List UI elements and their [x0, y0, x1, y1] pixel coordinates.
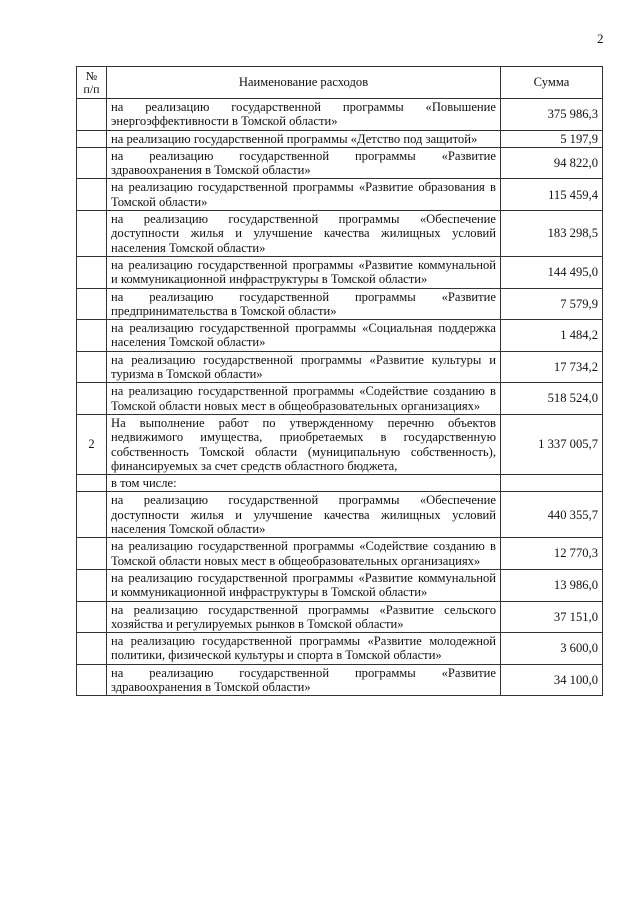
row-name: на реализацию государственной программы «Развитие коммунальной и коммуникационной инфраструктуры в Томской области» [107, 256, 501, 288]
row-num [77, 130, 107, 147]
row-name: на реализацию государственной программы «Повышение энергоэффективности в Томской области» [107, 99, 501, 131]
table-header-row [77, 67, 603, 99]
row-sum: 115 459,4 [501, 179, 603, 211]
row-name: на реализацию государственной программы «Детство под защитой» [107, 130, 501, 147]
table-row [77, 179, 603, 211]
row-num [77, 601, 107, 633]
row-sum: 375 986,3 [501, 99, 603, 131]
row-sum: 1 484,2 [501, 320, 603, 352]
row-num [77, 211, 107, 257]
row-name: на реализацию государственной программы «Развитие сельского хозяйства и регулируемых рынков в Томской области» [107, 601, 501, 633]
row-name: На выполнение работ по утвержденному перечню объектов недвижимого имущества, приобретаемых в государственную собственность Томской области (муниципальную собственность), финансируемых за счет средств областного бюджета, [107, 414, 501, 474]
row-num [77, 383, 107, 415]
row-name: на реализацию государственной программы «Обеспечение доступности жилья и улучшение качества жилищных условий населения Томской области» [107, 492, 501, 538]
row-sum: 7 579,9 [501, 288, 603, 320]
row-name: на реализацию государственной программы «Обеспечение доступности жилья и улучшение качества жилищных условий населения Томской области» [107, 211, 501, 257]
row-sum: 144 495,0 [501, 256, 603, 288]
table-row [77, 320, 603, 352]
table-body [77, 99, 603, 696]
row-num [77, 492, 107, 538]
row-name: на реализацию государственной программы «Развитие молодежной политики, физической культуры и спорта в Томской области» [107, 633, 501, 665]
table-row [77, 475, 603, 492]
row-name: на реализацию государственной программы «Развитие культуры и туризма в Томской области» [107, 351, 501, 383]
row-num [77, 569, 107, 601]
row-name: на реализацию государственной программы «Развитие предпринимательства в Томской области» [107, 288, 501, 320]
table-row [77, 383, 603, 415]
row-name: в том числе: [107, 475, 501, 492]
row-num [77, 99, 107, 131]
row-sum: 13 986,0 [501, 569, 603, 601]
table-row [77, 288, 603, 320]
row-name: на реализацию государственной программы «Содействие созданию в Томской области новых мест в общеобразовательных организациях» [107, 538, 501, 570]
table-row [77, 492, 603, 538]
row-name: на реализацию государственной программы «Содействие созданию в Томской области новых мест в общеобразовательных организациях» [107, 383, 501, 415]
table-row [77, 414, 603, 474]
row-sum: 3 600,0 [501, 633, 603, 665]
table-row [77, 99, 603, 131]
header-sum: Сумма [501, 67, 603, 99]
row-num [77, 351, 107, 383]
row-num: 2 [77, 414, 107, 474]
row-num [77, 664, 107, 696]
row-sum: 5 197,9 [501, 130, 603, 147]
table-row [77, 211, 603, 257]
row-sum: 17 734,2 [501, 351, 603, 383]
row-num [77, 288, 107, 320]
row-sum: 518 524,0 [501, 383, 603, 415]
page-number: 2 [597, 31, 604, 46]
expenses-table [76, 66, 603, 696]
row-sum: 1 337 005,7 [501, 414, 603, 474]
table-row [77, 351, 603, 383]
row-sum: 183 298,5 [501, 211, 603, 257]
table-row [77, 664, 603, 696]
table-row [77, 130, 603, 147]
row-name: на реализацию государственной программы «Развитие образования в Томской области» [107, 179, 501, 211]
row-name: на реализацию государственной программы «Социальная поддержка населения Томской области» [107, 320, 501, 352]
row-num [77, 147, 107, 179]
row-num [77, 256, 107, 288]
table-row [77, 633, 603, 665]
row-num [77, 633, 107, 665]
row-sum: 440 355,7 [501, 492, 603, 538]
row-name: на реализацию государственной программы «Развитие здравоохранения в Томской области» [107, 147, 501, 179]
row-name: на реализацию государственной программы «Развитие коммунальной и коммуникационной инфраструктуры в Томской области» [107, 569, 501, 601]
row-num [77, 538, 107, 570]
table-row [77, 569, 603, 601]
row-num [77, 320, 107, 352]
table-row [77, 256, 603, 288]
table-row [77, 538, 603, 570]
row-sum: 37 151,0 [501, 601, 603, 633]
row-name: на реализацию государственной программы «Развитие здравоохранения в Томской области» [107, 664, 501, 696]
row-sum: 94 822,0 [501, 147, 603, 179]
row-num [77, 475, 107, 492]
header-name: Наименование расходов [107, 67, 501, 99]
table-row [77, 147, 603, 179]
row-sum: 12 770,3 [501, 538, 603, 570]
row-num [77, 179, 107, 211]
header-num: № п/п [77, 67, 107, 99]
row-sum: 34 100,0 [501, 664, 603, 696]
table-row [77, 601, 603, 633]
row-sum [501, 475, 603, 492]
